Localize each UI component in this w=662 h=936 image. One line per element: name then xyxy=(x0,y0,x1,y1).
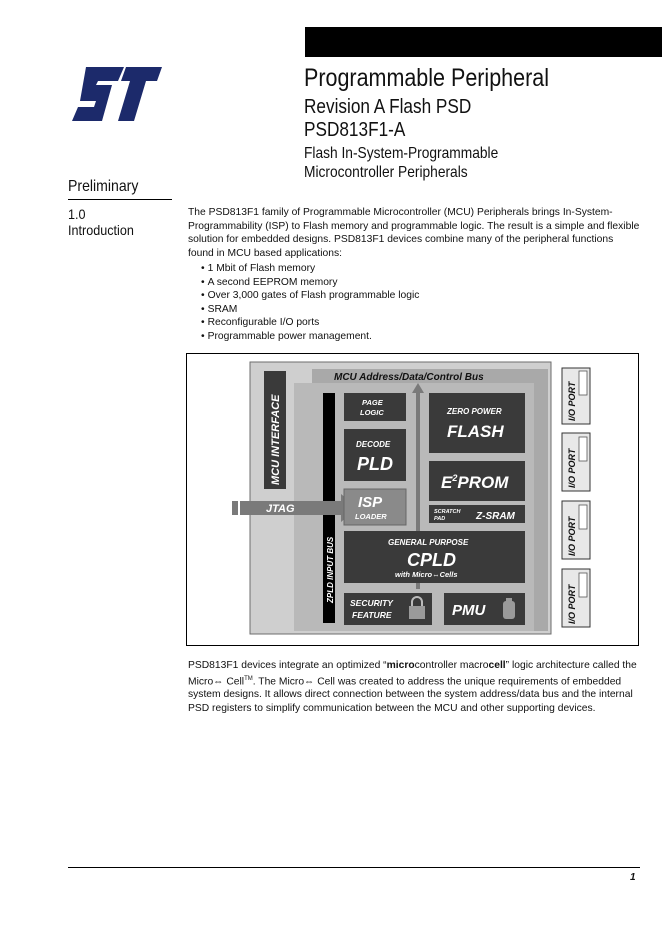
zsram-label: Z-SRAM xyxy=(476,511,515,522)
svg-text:I/O PORT: I/O PORT xyxy=(567,448,577,488)
svg-text:I/O PORT: I/O PORT xyxy=(567,381,577,421)
list-item: • Over 3,000 gates of Flash programmable logic xyxy=(201,289,419,303)
header-bar xyxy=(305,27,662,57)
section-rule xyxy=(68,199,172,200)
e2prom-label: $E^2PROM$ xyxy=(441,473,509,492)
svg-text:I/O PORT: I/O PORT xyxy=(567,516,577,556)
doc-part-number: PSD813F1-A xyxy=(304,119,406,141)
page-number: 1 xyxy=(630,872,636,883)
io-port-3 xyxy=(562,501,590,559)
general-purpose-label: GENERAL PURPOSE xyxy=(388,538,469,547)
io-port-2 xyxy=(562,433,590,491)
right-bus-bar xyxy=(534,369,548,631)
block-diagram xyxy=(186,353,639,646)
flash-label: FLASH xyxy=(447,422,504,441)
jtag-label: JTAG xyxy=(266,503,295,515)
pad-label: PAD xyxy=(434,516,446,522)
security-label-2: FEATURE xyxy=(352,610,392,620)
security-label-1: SECURITY xyxy=(350,598,393,608)
loader-label: LOADER xyxy=(355,512,387,521)
section-title: Introduction xyxy=(68,222,134,238)
list-item: • SRAM xyxy=(201,303,419,317)
list-item: • A second EEPROM memory xyxy=(201,276,419,290)
feature-list xyxy=(201,262,419,343)
zero-power-label: ZERO POWER xyxy=(447,407,502,416)
bus-label: MCU Address/Data/Control Bus xyxy=(334,372,484,383)
scratch-label: SCRATCH xyxy=(434,509,461,515)
io-port-4 xyxy=(562,569,590,627)
isp-label: ISP xyxy=(358,494,383,511)
section-number: 1.0 xyxy=(68,206,86,222)
page-logic-label-2: LOGIC xyxy=(360,408,384,417)
svg-text:I/O PORT: I/O PORT xyxy=(567,584,577,624)
list-item: • Reconfigurable I/O ports xyxy=(201,316,419,330)
doc-title-revision: Revision A Flash PSD xyxy=(304,96,472,118)
mcu-interface-label: MCU INTERFACE xyxy=(270,394,282,485)
doc-subtitle-line2: Microcontroller Peripherals xyxy=(304,164,468,181)
io-port-1 xyxy=(562,368,590,424)
intro-paragraph: The PSD813F1 family of Programmable Microcontroller (MCU) Peripherals brings In-System-Programmability (ISP) to Flash memory and programmable logic. The result is a simple and flexible solution for embedded designs. PSD813F1 devices combine many of the peripheral functions found in MCU based applications: xyxy=(188,207,640,259)
doc-title: Programmable Peripheral xyxy=(304,64,549,92)
status-label: Preliminary xyxy=(68,178,139,195)
st-logo xyxy=(72,67,162,121)
zpld-bus-label: ZPLD INPUT BUS xyxy=(326,536,335,603)
footer-rule xyxy=(68,867,640,868)
cpld-label: CPLD xyxy=(407,550,456,570)
list-item: • 1 Mbit of Flash memory xyxy=(201,262,419,276)
pld-label: PLD xyxy=(357,454,393,474)
list-item: • Programmable power management. xyxy=(201,330,419,344)
doc-subtitle-line1: Flash In-System-Programmable xyxy=(304,145,499,162)
microcell-paragraph: PSD813F1 devices integrate an optimized “microcontroller macrocell” logic architecture called the Micro⇔ Cell™. The Micro⇔ Cell was created to address the unique requirements of embedded system designs. It allows direct connection between the system address/data bus and the internal PSD registers to simplify communication between the MCU and other supporting devices. xyxy=(188,660,637,714)
pmu-label: PMU xyxy=(452,602,486,619)
microcells-label: with Micro⇔Cells xyxy=(395,570,458,579)
page-logic-label-1: PAGE xyxy=(362,398,383,407)
decode-label: DECODE xyxy=(356,440,391,449)
